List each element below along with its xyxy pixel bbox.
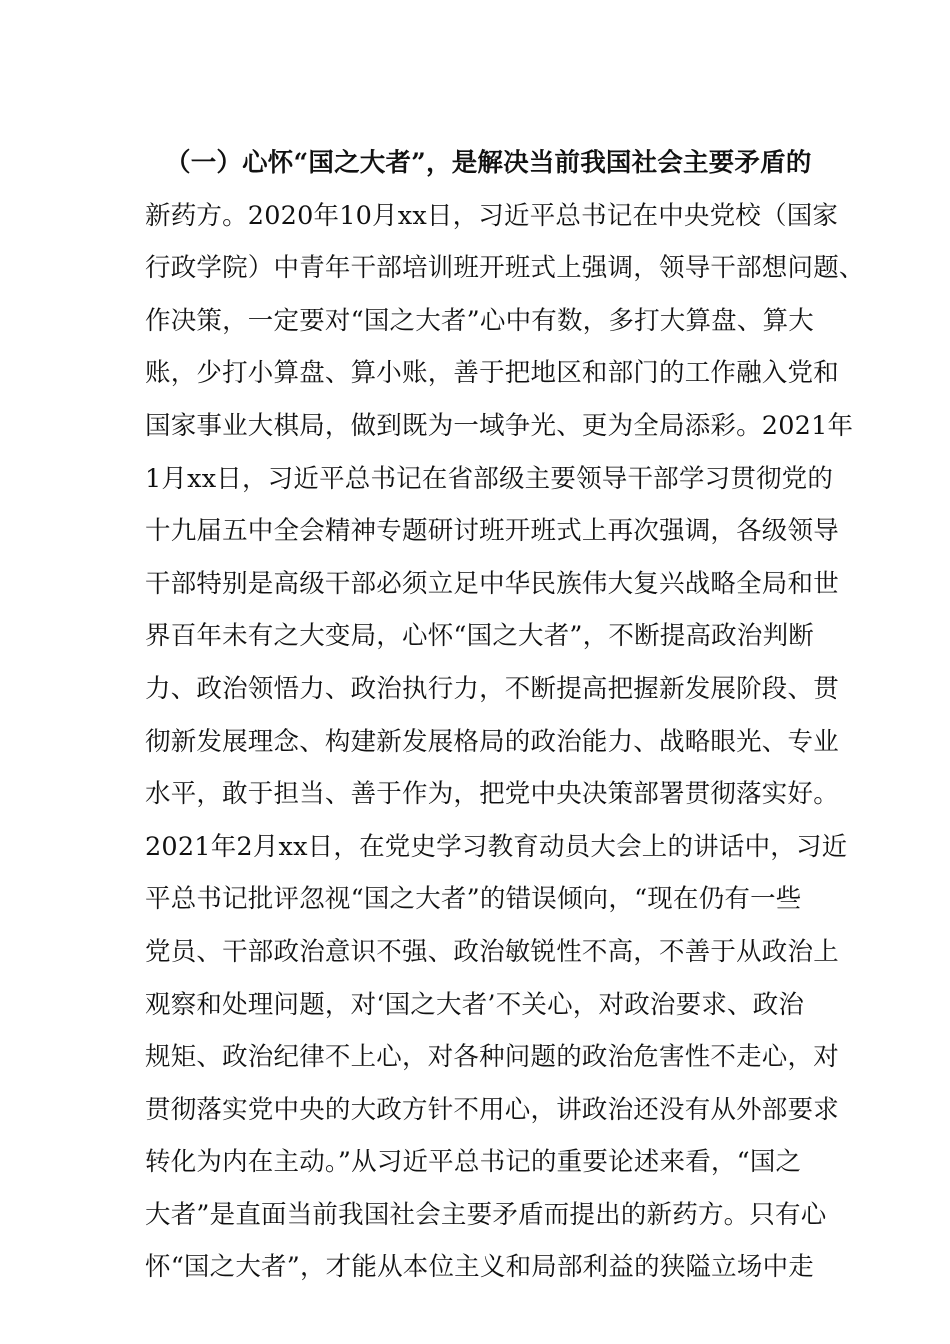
text-line: 规矩、政治纪律不上心，对各种问题的政治危害性不走心，对: [145, 1042, 839, 1073]
text-line: 干部特别是高级干部必须立足中华民族伟大复兴战略全局和世: [145, 568, 839, 599]
text-line: 2021年2月xx日，在党史学习教育动员大会上的讲话中，习近: [145, 831, 848, 862]
text-line: 党员、干部政治意识不强、政治敏锐性不高，不善于从政治上: [145, 936, 839, 967]
text-line: 大者”是直面当前我国社会主要矛盾而提出的新药方。只有心: [145, 1199, 827, 1230]
text-line: 平总书记批评忽视“国之大者”的错误倾向，“现在仍有一些: [145, 884, 802, 915]
text-line: 贯彻落实党中央的大政方针不用心，讲政治还没有从外部要求: [145, 1094, 839, 1125]
text-line: 作决策，一定要对“国之大者”心中有数，多打大算盘、算大: [145, 305, 814, 336]
text-line: 国家事业大棋局，做到既为一域争光、更为全局添彩。2021年: [145, 410, 854, 441]
text-line: 行政学院）中青年干部培训班开班式上强调，领导干部想问题、: [145, 253, 865, 284]
text-line: 账，少打小算盘、算小账，善于把地区和部门的工作融入党和: [145, 358, 839, 389]
text-line: 观察和处理问题，对‘国之大者’不关心，对政治要求、政治: [145, 989, 805, 1020]
text-line: 新药方。2020年10月xx日，习近平总书记在中央党校（国家: [145, 200, 839, 231]
text-line: 彻新发展理念、构建新发展格局的政治能力、战略眼光、专业: [145, 726, 839, 757]
text-line: 界百年未有之大变局，心怀“国之大者”，不断提高政治判断: [145, 621, 814, 652]
text-line: 转化为内在主动。”从习近平总书记的重要论述来看，“国之: [145, 1147, 802, 1178]
paragraph-heading: （一）心怀“国之大者”，是解决当前我国社会主要矛盾的: [165, 148, 812, 178]
text-line: 怀“国之大者”，才能从本位主义和局部利益的狭隘立场中走: [145, 1252, 814, 1283]
paragraph: [145, 140, 865, 1297]
text-line: 力、政治领悟力、政治执行力，不断提高把握新发展阶段、贯: [145, 673, 839, 704]
text-line: 十九届五中全会精神专题研讨班开班式上再次强调，各级领导: [145, 516, 839, 547]
text-line: 1月xx日，习近平总书记在省部级主要领导干部学习贯彻党的: [145, 463, 834, 494]
text-line: 水平，敢于担当、善于作为，把党中央决策部署贯彻落实好。: [145, 779, 839, 810]
